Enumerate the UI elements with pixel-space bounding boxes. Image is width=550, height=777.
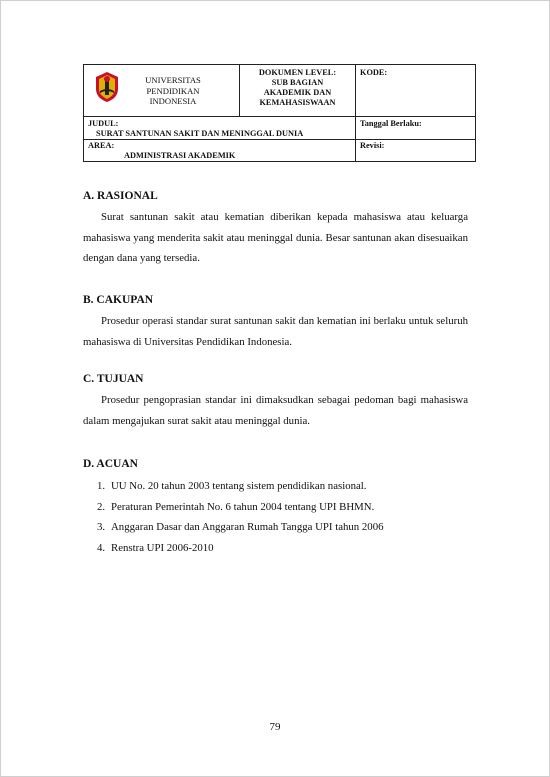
- revisi-cell: [356, 140, 476, 162]
- list-item-number: 2.: [97, 500, 106, 513]
- judul-label: JUDUL:: [88, 119, 119, 128]
- section-title: D. ACUAN: [83, 458, 138, 470]
- document-level-line-2: SUB BAGIAN: [271, 78, 324, 87]
- list-item: [83, 476, 468, 497]
- page-number: 79: [269, 721, 281, 733]
- section-paragraph: Surat santunan sakit atau kematian diberikan kepada mahasiswa atau keluarga mahasiswa yang menderita sakit atau meninggal dunia. Besar santunan akan disesuaikan dengan dana yang tersedia.: [83, 211, 468, 264]
- tanggal-berlaku-label: Tanggal Berlaku:: [360, 119, 422, 128]
- list-item-text: Anggaran Dasar dan Anggaran Rumah Tangga UPI tahun 2006: [111, 521, 384, 533]
- list-item-number: 4.: [97, 541, 106, 554]
- list-item-number: 3.: [97, 521, 106, 533]
- list-item-text: Peraturan Pemerintah No. 6 tahun 2004 tentang UPI BHMN.: [111, 500, 375, 513]
- area-label: AREA:: [88, 141, 115, 150]
- university-cell: [84, 65, 240, 117]
- list-item: [83, 517, 468, 538]
- section-title: A. RASIONAL: [83, 190, 158, 202]
- list-item: [83, 497, 468, 518]
- kode-label: KODE:: [360, 68, 388, 77]
- judul-cell: [84, 117, 356, 140]
- section-paragraph: Prosedur operasi standar surat santunan sakit dan kematian ini berlaku untuk seluruh mahasiswa di Universitas Pendidikan Indonesia.: [83, 315, 468, 348]
- section-rasional: [83, 189, 468, 269]
- document-header-table: [83, 64, 476, 162]
- list-item-text: Renstra UPI 2006-2010: [111, 541, 214, 554]
- tanggal-berlaku-cell: [356, 117, 476, 140]
- university-name: [132, 75, 214, 107]
- area-cell: [84, 140, 356, 162]
- kode-cell: [356, 65, 476, 117]
- section-title: C. TUJUAN: [83, 373, 144, 385]
- section-title: B. CAKUPAN: [83, 294, 154, 306]
- document-level-cell: [240, 65, 356, 117]
- university-line-3: INDONESIA: [149, 96, 197, 106]
- acuan-list: [83, 476, 468, 558]
- area-value: ADMINISTRASI AKADEMIK: [124, 151, 236, 160]
- revisi-label: Revisi:: [360, 141, 385, 150]
- university-line-2: PENDIDIKAN: [146, 85, 200, 96]
- document-level-line-3: AKADEMIK DAN: [263, 88, 332, 97]
- university-line-1: UNIVERSITAS: [145, 75, 201, 85]
- list-item: [83, 538, 468, 559]
- list-item-number: 1.: [97, 480, 106, 492]
- judul-value: SURAT SANTUNAN SAKIT DAN MENINGGAL DUNIA: [96, 129, 304, 138]
- section-acuan: [83, 457, 468, 558]
- section-paragraph: Prosedur pengoprasian standar ini dimaksudkan sebagai pedoman bagi mahasiswa dalam mengajukan surat sakit atau meninggal dunia.: [83, 394, 468, 427]
- document-level-line-4: KEMAHASISWAAN: [259, 98, 336, 107]
- section-cakupan: [83, 293, 468, 352]
- list-item-text: UU No. 20 tahun 2003 tentang sistem pendidikan nasional.: [111, 480, 367, 492]
- document-level-label: DOKUMEN LEVEL:: [258, 68, 337, 77]
- section-tujuan: [83, 372, 468, 431]
- upi-logo-icon: [94, 71, 120, 103]
